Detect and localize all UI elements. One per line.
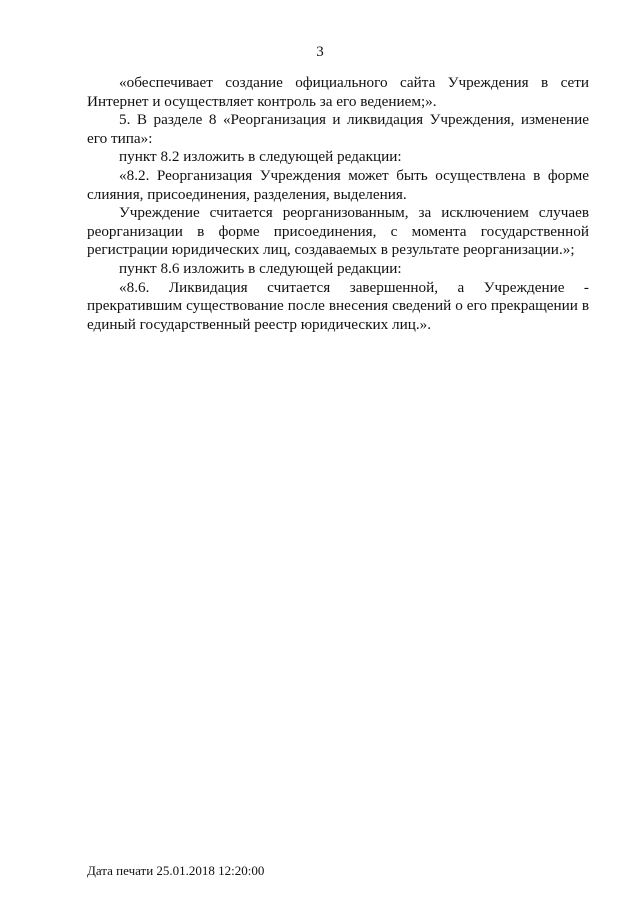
paragraph-item-8-6-intro: пункт 8.6 изложить в следующей редакции:	[119, 259, 402, 277]
document-body	[87, 74, 589, 334]
paragraph-item-8-2-intro: пункт 8.2 изложить в следующей редакции:	[119, 148, 402, 166]
print-date: Дата печати 25.01.2018 12:20:00	[87, 863, 265, 878]
paragraph-reorganization-moment: Учреждение считается реорганизованным, за исключением случаев реорганизации в форме присоединения, с момента государственной регистрации юридических лиц, создаваемых в результате реорганизации.»;	[87, 204, 589, 259]
page-number: 3	[316, 44, 324, 60]
paragraph-site-duties: «обеспечивает создание официального сайта Учреждения в сети Интернет и осуществляет контроль за его ведением;».	[87, 74, 589, 110]
paragraph-section-8-intro: 5. В разделе 8 «Реорганизация и ликвидация Учреждения, изменение его типа»:	[87, 111, 589, 147]
paragraph-item-8-2-text: «8.2. Реорганизация Учреждения может быть осуществлена в форме слияния, присоединения, разделения, выделения.	[87, 166, 589, 203]
paragraph-item-8-6-text: «8.6. Ликвидация считается завершенной, а Учреждение - прекратившим существование после внесения сведений о его прекращении в единый государственный реестр юридических лиц.».	[87, 278, 589, 333]
